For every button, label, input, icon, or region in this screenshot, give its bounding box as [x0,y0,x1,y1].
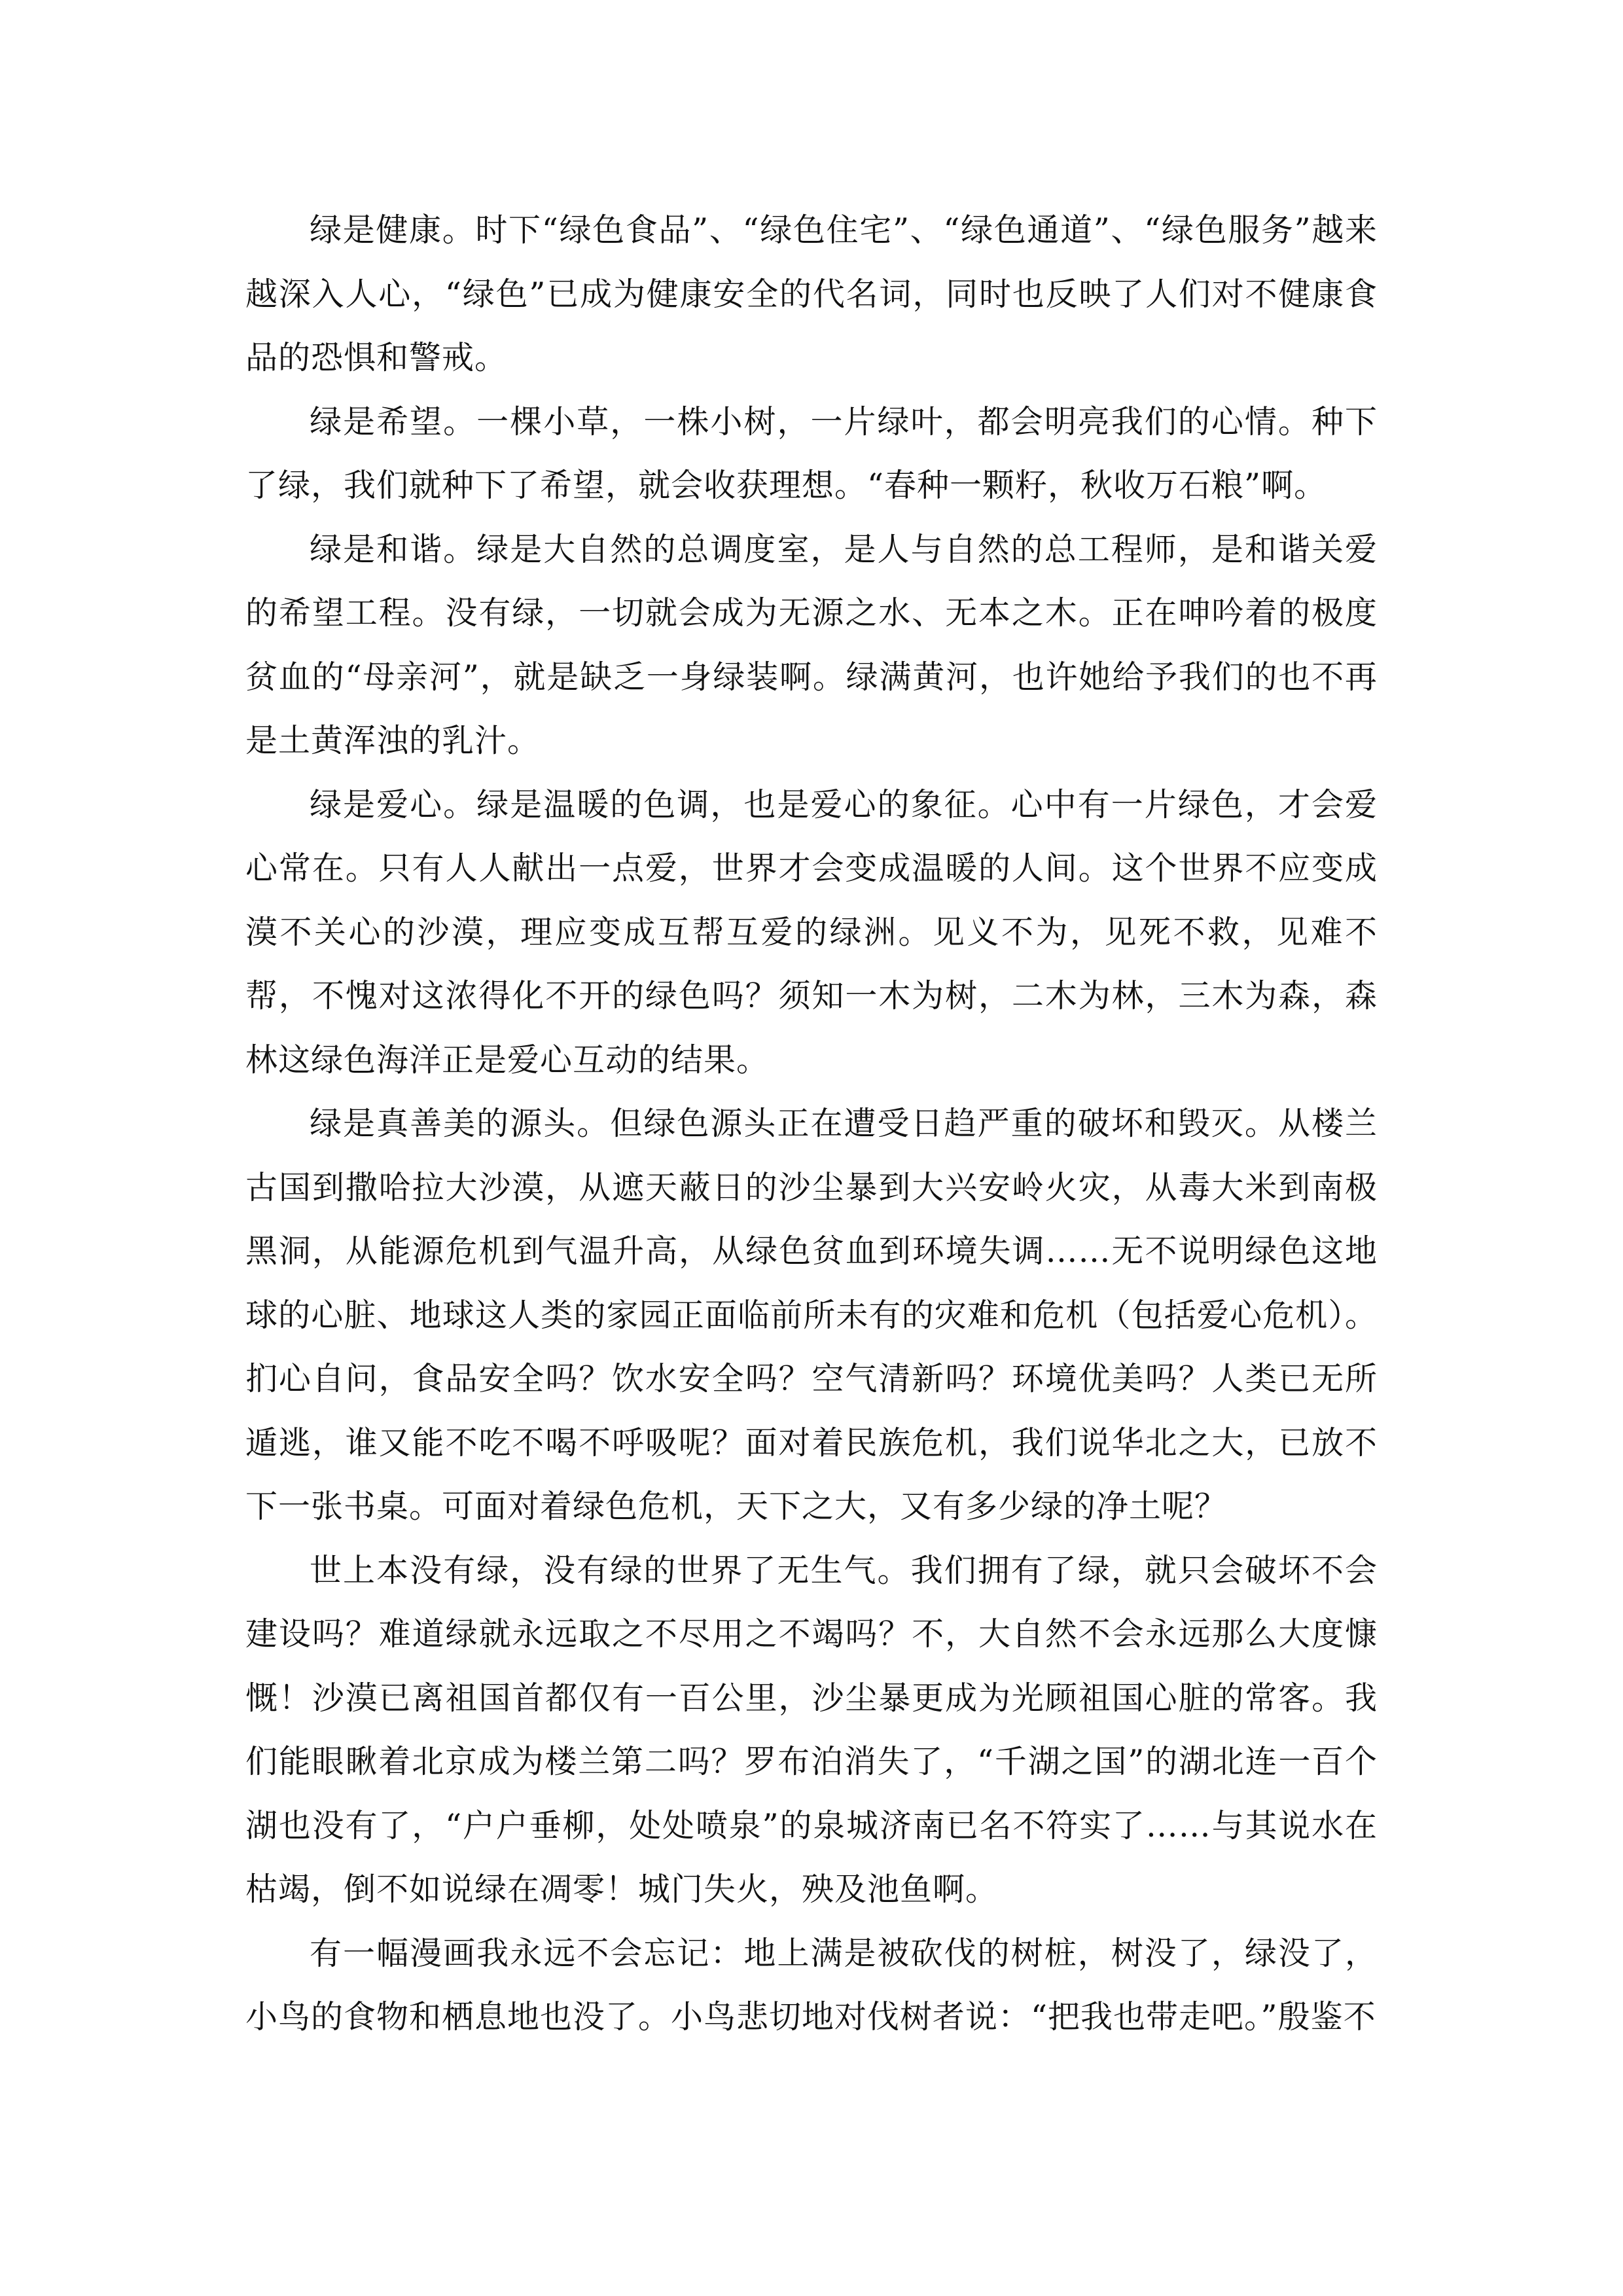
paragraph-source: 绿是真善美的源头。但绿色源头正在遭受日趋严重的破坏和毁灭。从楼兰古国到撒哈拉大沙漠，从遮天蔽日的沙尘暴到大兴安岭火灾，从毒大米到南极黑洞，从能源危机到气温升高，从绿色贫血到环境失调……无不说明绿色这地球的心脏、地球这人类的家园正面临前所未有的灾难和危机（包括爱心危机）。扪心自问，食品安全吗？饮水安全吗？空气清新吗？环境优美吗？人类已无所遁逃，谁又能不吃不喝不呼吸呢？面对着民族危机，我们说华北之大，已放不下一张书桌。可面对着绿色危机，天下之大，又有多少绿的净土呢？ [245,1105,1378,1525]
body-text [245,198,1378,2049]
paragraph-love: 绿是爱心。绿是温暖的色调，也是爱心的象征。心中有一片绿色，才会爱心常在。只有人人献出一点爱，世界才会变成温暖的人间。这个世界不应变成漠不关心的沙漠，理应变成互帮互爱的绿洲。见义不为，见死不救，见难不帮，不愧对这浓得化不开的绿色吗？须知一木为树，二木为林，三木为森，森林这绿色海洋正是爱心互动的结果。 [245,785,1378,1079]
paragraph-hope: 绿是希望。一棵小草，一株小树，一片绿叶，都会明亮我们的心情。种下了绿，我们就种下了希望，就会收获理想。“春种一颗籽，秋收万石粮”啊。 [245,403,1378,504]
paragraph-cartoon: 有一幅漫画我永远不会忘记：地上满是被砍伐的树桩，树没了，绿没了，小鸟的食物和栖息地也没了。小鸟悲切地对伐树者说：“把我也带走吧。”殷鉴不 [245,1934,1378,2036]
paragraph-harmony: 绿是和谐。绿是大自然的总调度室，是人与自然的总工程师，是和谐关爱的希望工程。没有绿，一切就会成为无源之水、无本之木。正在呻吟着的极度贫血的“母亲河”，就是缺乏一身绿装啊。绿满黄河，也许她给予我们的也不再是土黄浑浊的乳汁。 [245,530,1378,759]
paragraph-health: 绿是健康。时下“绿色食品”、“绿色住宅”、“绿色通道”、“绿色服务”越来越深入人心，“绿色”已成为健康安全的代名词，同时也反映了人们对不健康食品的恐惧和警戒。 [245,211,1378,376]
paragraph-world: 世上本没有绿，没有绿的世界了无生气。我们拥有了绿，就只会破坏不会建设吗？难道绿就永远取之不尽用之不竭吗？不，大自然不会永远那么大度慷慨！沙漠已离祖国首都仅有一百公里，沙尘暴更成为光顾祖国心脏的常客。我们能眼瞅着北京成为楼兰第二吗？罗布泊消失了，“千湖之国”的湖北连一百个湖也没有了，“户户垂柳，处处喷泉”的泉城济南已名不符实了……与其说水在枯竭，倒不如说绿在凋零！城门失火，殃及池鱼啊。 [245,1551,1378,1908]
